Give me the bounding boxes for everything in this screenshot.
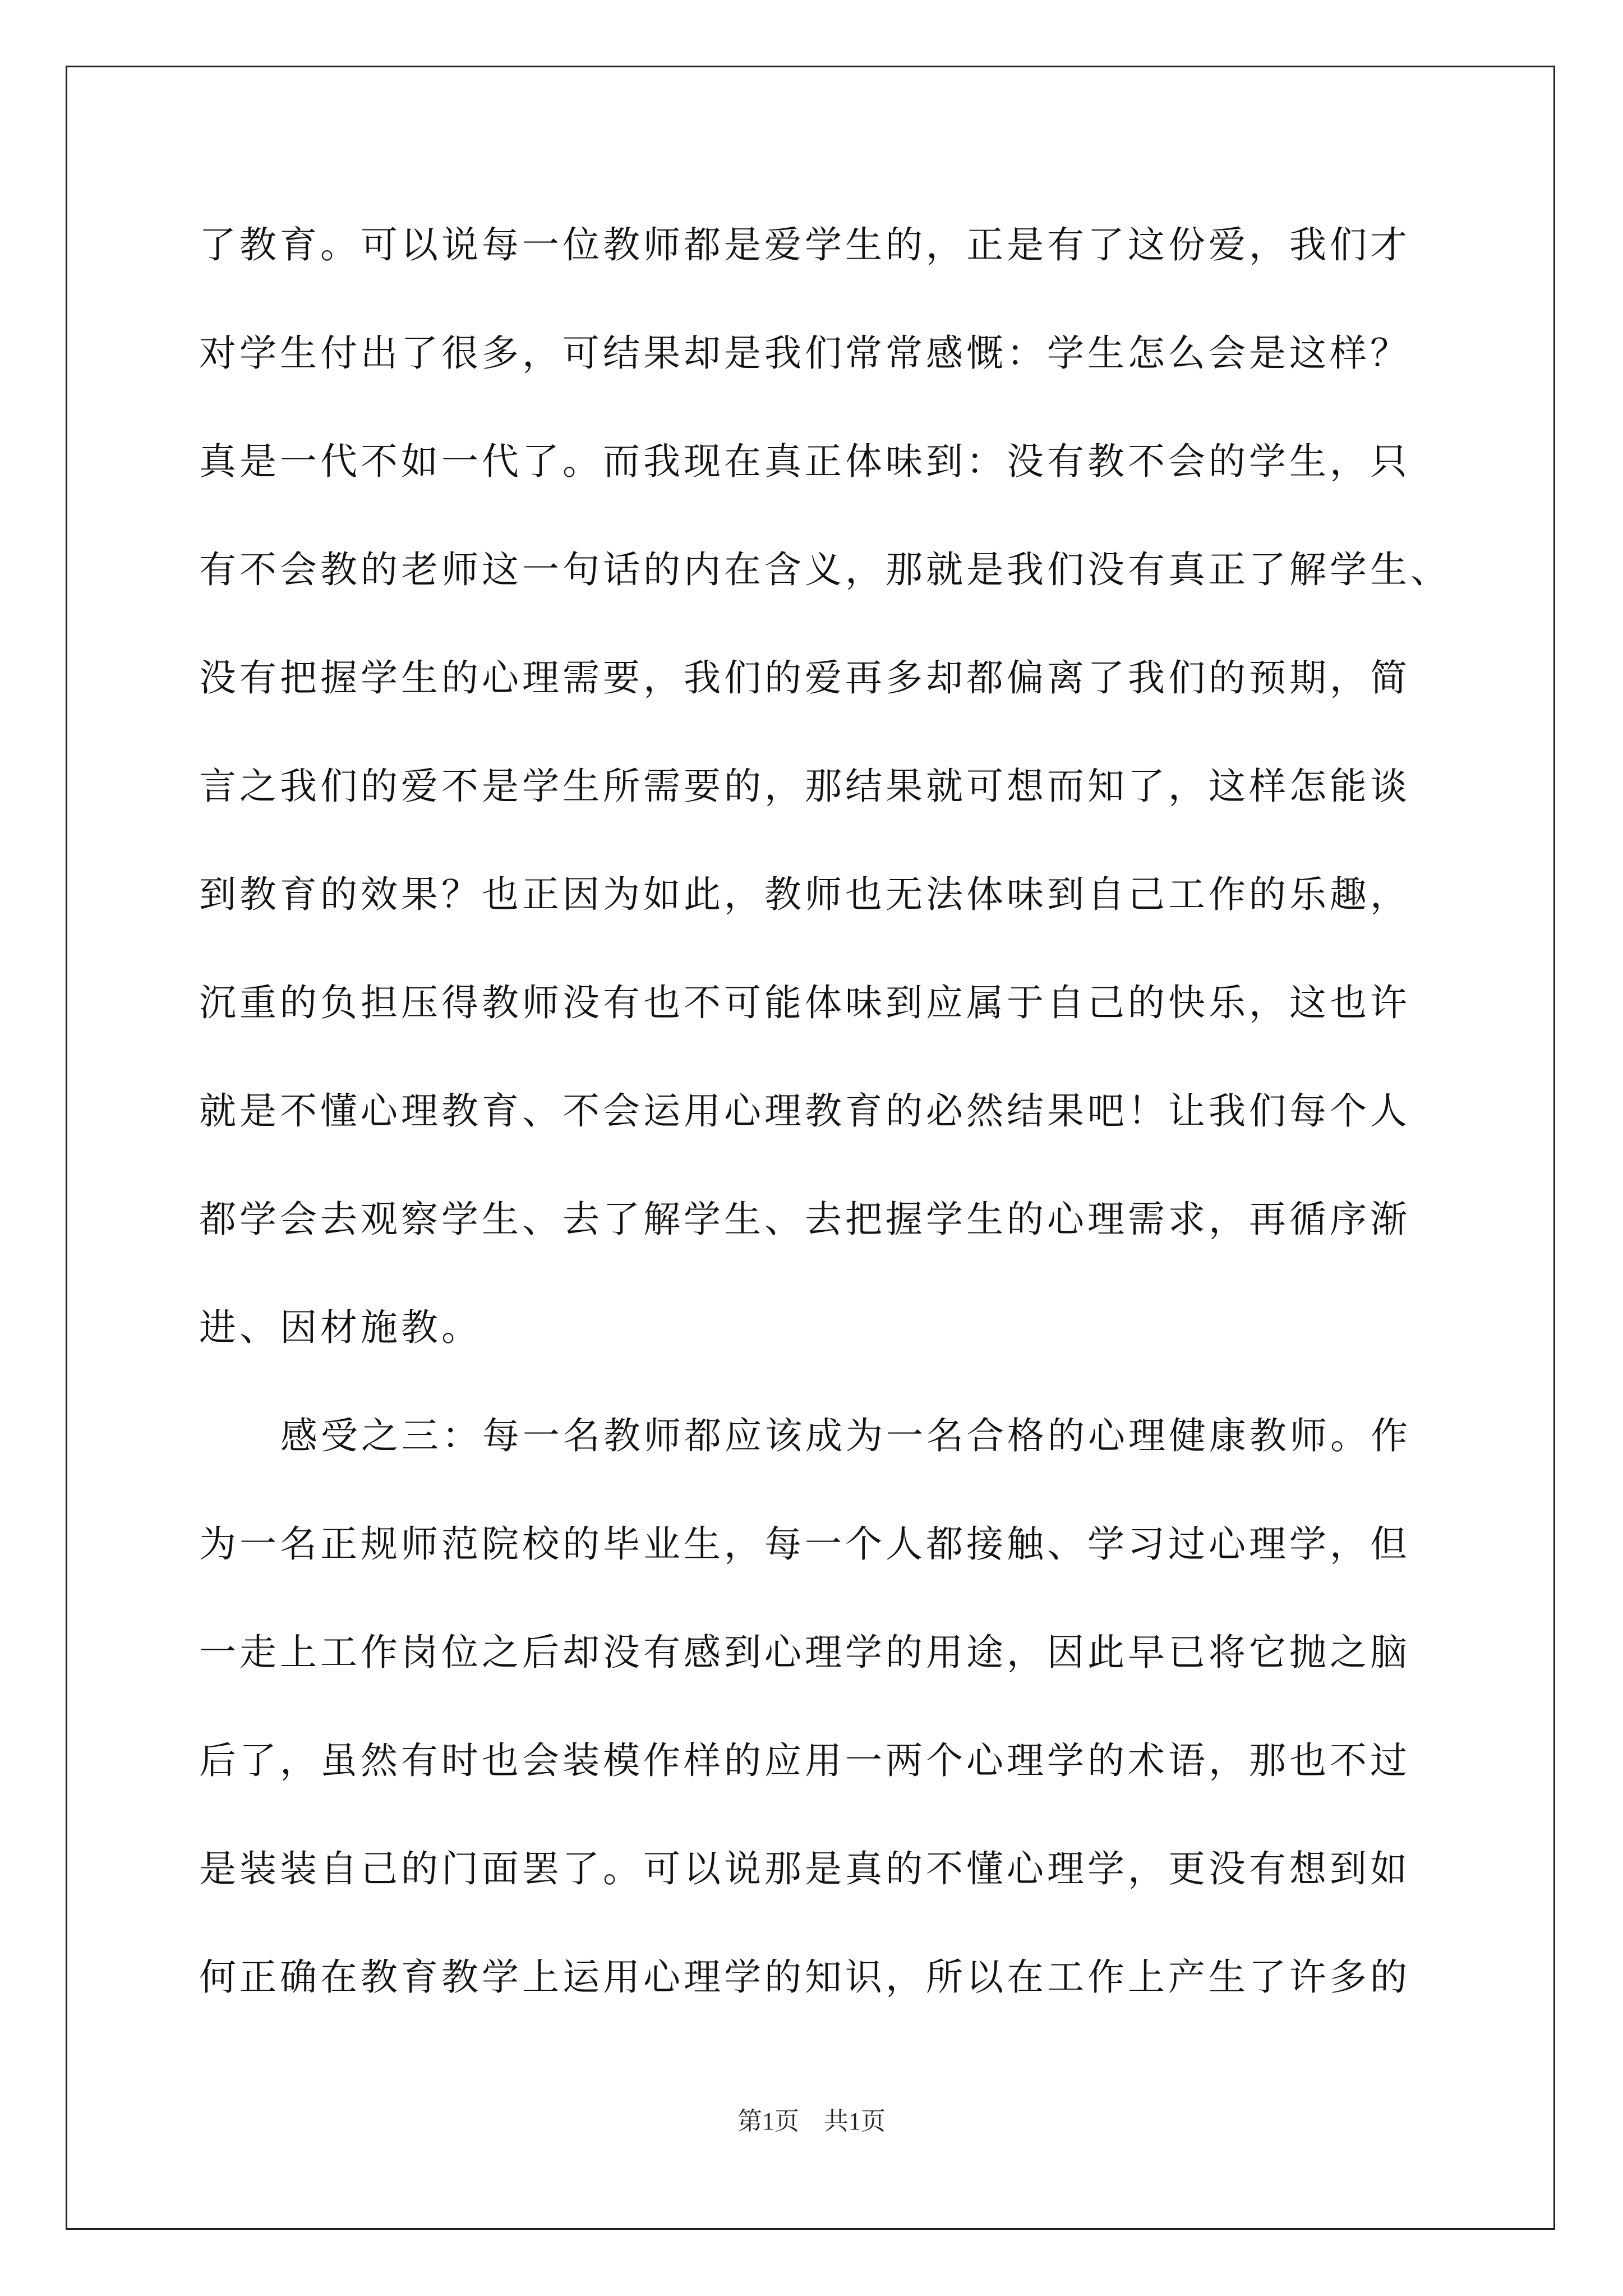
- text-line: 真是一代不如一代了。而我现在真正体味到：没有教不会的学生，只: [199, 440, 1410, 483]
- text-line: 进、因材施教。: [199, 1306, 482, 1349]
- text-line: 有不会教的老师这一句话的内在含义，那就是我们没有真正了解学生、: [199, 548, 1451, 591]
- text-line: 一走上工作岗位之后却没有感到心理学的用途，因此早已将它抛之脑: [199, 1631, 1410, 1674]
- text-line: 就是不懂心理教育、不会运用心理教育的必然结果吧！让我们每个人: [199, 1089, 1410, 1133]
- text-line: 没有把握学生的心理需要，我们的爱再多却都偏离了我们的预期，简: [199, 656, 1410, 700]
- text-line: 为一名正规师范院校的毕业生，每一个人都接触、学习过心理学，但: [199, 1522, 1410, 1566]
- text-line: 了教育。可以说每一位教师都是爱学生的，正是有了这份爱，我们才: [199, 223, 1410, 266]
- text-line: 是装装自己的门面罢了。可以说那是真的不懂心理学，更没有想到如: [199, 1847, 1410, 1890]
- text-line: 何正确在教育教学上运用心理学的知识，所以在工作上产生了许多的: [199, 1955, 1410, 1999]
- text-line: 言之我们的爱不是学生所需要的，那结果就可想而知了，这样怎能谈: [199, 765, 1410, 808]
- text-line: 对学生付出了很多，可结果却是我们常常感慨：学生怎么会是这样？: [199, 332, 1410, 375]
- page-footer: 第1页 共1页: [737, 2108, 886, 2135]
- text-line: 后了，虽然有时也会装模作样的应用一两个心理学的术语，那也不过: [199, 1739, 1410, 1782]
- text-line: 都学会去观察学生、去了解学生、去把握学生的心理需求，再循序渐: [199, 1198, 1410, 1241]
- text-line: 沉重的负担压得教师没有也不可能体味到应属于自己的快乐，这也许: [199, 981, 1410, 1024]
- text-line: 到教育的效果？也正因为如此，教师也无法体味到自己工作的乐趣，: [199, 873, 1410, 916]
- paragraph-start-line: 感受之三：每一名教师都应该成为一名合格的心理健康教师。作: [280, 1414, 1411, 1457]
- document-body: [199, 191, 1451, 2031]
